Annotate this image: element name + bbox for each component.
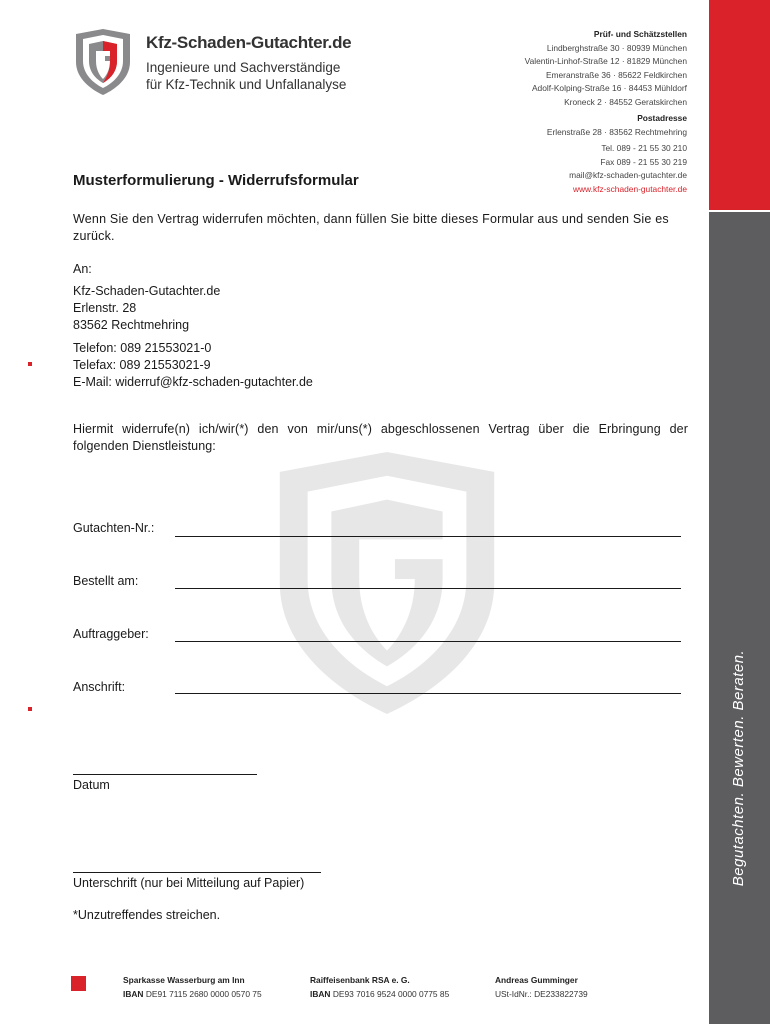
- recipient-line: 83562 Rechtmehring: [73, 318, 190, 332]
- locations-block: [525, 28, 687, 109]
- contact-email: E-Mail: widerruf@kfz-schaden-gutachter.de: [73, 375, 313, 389]
- header-fax: Fax 089 - 21 55 30 219: [600, 156, 687, 167]
- bank-2-name: Raiffeisenbank RSA e. G.: [310, 975, 410, 985]
- bank-1-iban-label: IBAN: [123, 989, 144, 999]
- footer-red-square: [71, 976, 86, 991]
- company-name: Kfz-Schaden-Gutachter.de: [146, 33, 352, 52]
- footer-bank-2: [310, 973, 449, 1001]
- company-tagline-line-1: Ingenieure und Sachverständige: [146, 60, 341, 75]
- field-label-gutachten-nr: Gutachten-Nr.:: [73, 521, 155, 535]
- header-web-link[interactable]: www.kfz-schaden-gutachter.de: [572, 183, 687, 194]
- shield-watermark-icon: [262, 448, 512, 718]
- contact-phone: Telefon: 089 21553021-0: [73, 341, 212, 355]
- location-line: Valentin-Linhof-Straße 12 · 81829 München: [524, 56, 687, 66]
- field-label-anschrift: Anschrift:: [73, 680, 126, 694]
- footer-bank-1: [123, 973, 262, 1001]
- declaration-paragraph: Hiermit widerrufe(n) ich/wir(*) den von mir/uns(*) abgeschlossenen Vertrag über die Erbringung der folgenden Dienstleistung:: [73, 422, 688, 453]
- margin-mark: [28, 362, 32, 366]
- field-line-anschrift[interactable]: [175, 693, 681, 694]
- field-label-auftraggeber: Auftraggeber:: [73, 627, 149, 641]
- recipient-label: An:: [73, 262, 92, 276]
- owner-name: Andreas Gumminger: [495, 975, 578, 985]
- recipient-contact: [73, 340, 313, 391]
- signature-line[interactable]: [73, 872, 321, 873]
- location-line: Lindberghstraße 30 · 80939 München: [546, 42, 687, 53]
- date-line[interactable]: [73, 774, 257, 775]
- recipient-address: [73, 283, 220, 334]
- company-tagline-line-2: für Kfz-Technik und Unfallanalyse: [146, 77, 347, 92]
- bank-2-iban: DE93 7016 9524 0000 0775 85: [332, 989, 450, 999]
- field-line-bestellt-am[interactable]: [175, 588, 681, 589]
- field-label-bestellt-am: Bestellt am:: [73, 574, 139, 588]
- intro-paragraph: Wenn Sie den Vertrag widerrufen möchten, dann füllen Sie bitte dieses Formular aus und senden Sie es zurück.: [73, 212, 669, 243]
- postal-block: [547, 112, 687, 139]
- recipient-line: Kfz-Schaden-Gutachter.de: [73, 284, 221, 298]
- contact-header-block: [569, 142, 687, 196]
- field-line-gutachten-nr[interactable]: [175, 536, 681, 537]
- slogan: Begutachten. Bewerten. Beraten.: [730, 649, 747, 887]
- location-line: Emeranstraße 36 · 85622 Feldkirchen: [545, 69, 687, 80]
- recipient-line: Erlenstr. 28: [73, 301, 137, 315]
- postal-title: Postadresse: [637, 113, 687, 123]
- header-email-link[interactable]: mail@kfz-schaden-gutachter.de: [569, 170, 687, 180]
- margin-mark: [28, 707, 32, 711]
- postal-address: Erlenstraße 28 · 83562 Rechtmehring: [546, 126, 687, 137]
- signature-label: Unterschrift (nur bei Mitteilung auf Papier): [73, 876, 305, 890]
- field-line-auftraggeber[interactable]: [175, 641, 681, 642]
- side-stripe-red-block: [709, 0, 770, 210]
- location-line: Kroneck 2 · 84552 Geratskirchen: [564, 96, 687, 107]
- side-stripe-separator: [709, 210, 770, 212]
- bank-1-iban: DE91 7115 2680 0000 0570 75: [145, 989, 262, 999]
- bank-2-iban-label: IBAN: [310, 989, 331, 999]
- bank-1-name: Sparkasse Wasserburg am Inn: [123, 975, 245, 985]
- locations-title: Prüf- und Schätzstellen: [593, 29, 687, 39]
- document-title: Musterformulierung - Widerrufsformular: [73, 172, 359, 189]
- header-phone: Tel. 089 - 21 55 30 210: [601, 143, 687, 153]
- date-label: Datum: [73, 778, 110, 792]
- footnote: *Unzutreffendes streichen.: [73, 908, 221, 922]
- vat-id: USt-IdNr.: DE233822739: [495, 989, 588, 999]
- location-line: Adolf-Kolping-Straße 16 · 84453 Mühldorf: [531, 83, 687, 93]
- contact-fax: Telefax: 089 21553021-9: [73, 358, 211, 372]
- footer-owner: [495, 973, 588, 1001]
- shield-logo-icon: [72, 28, 134, 96]
